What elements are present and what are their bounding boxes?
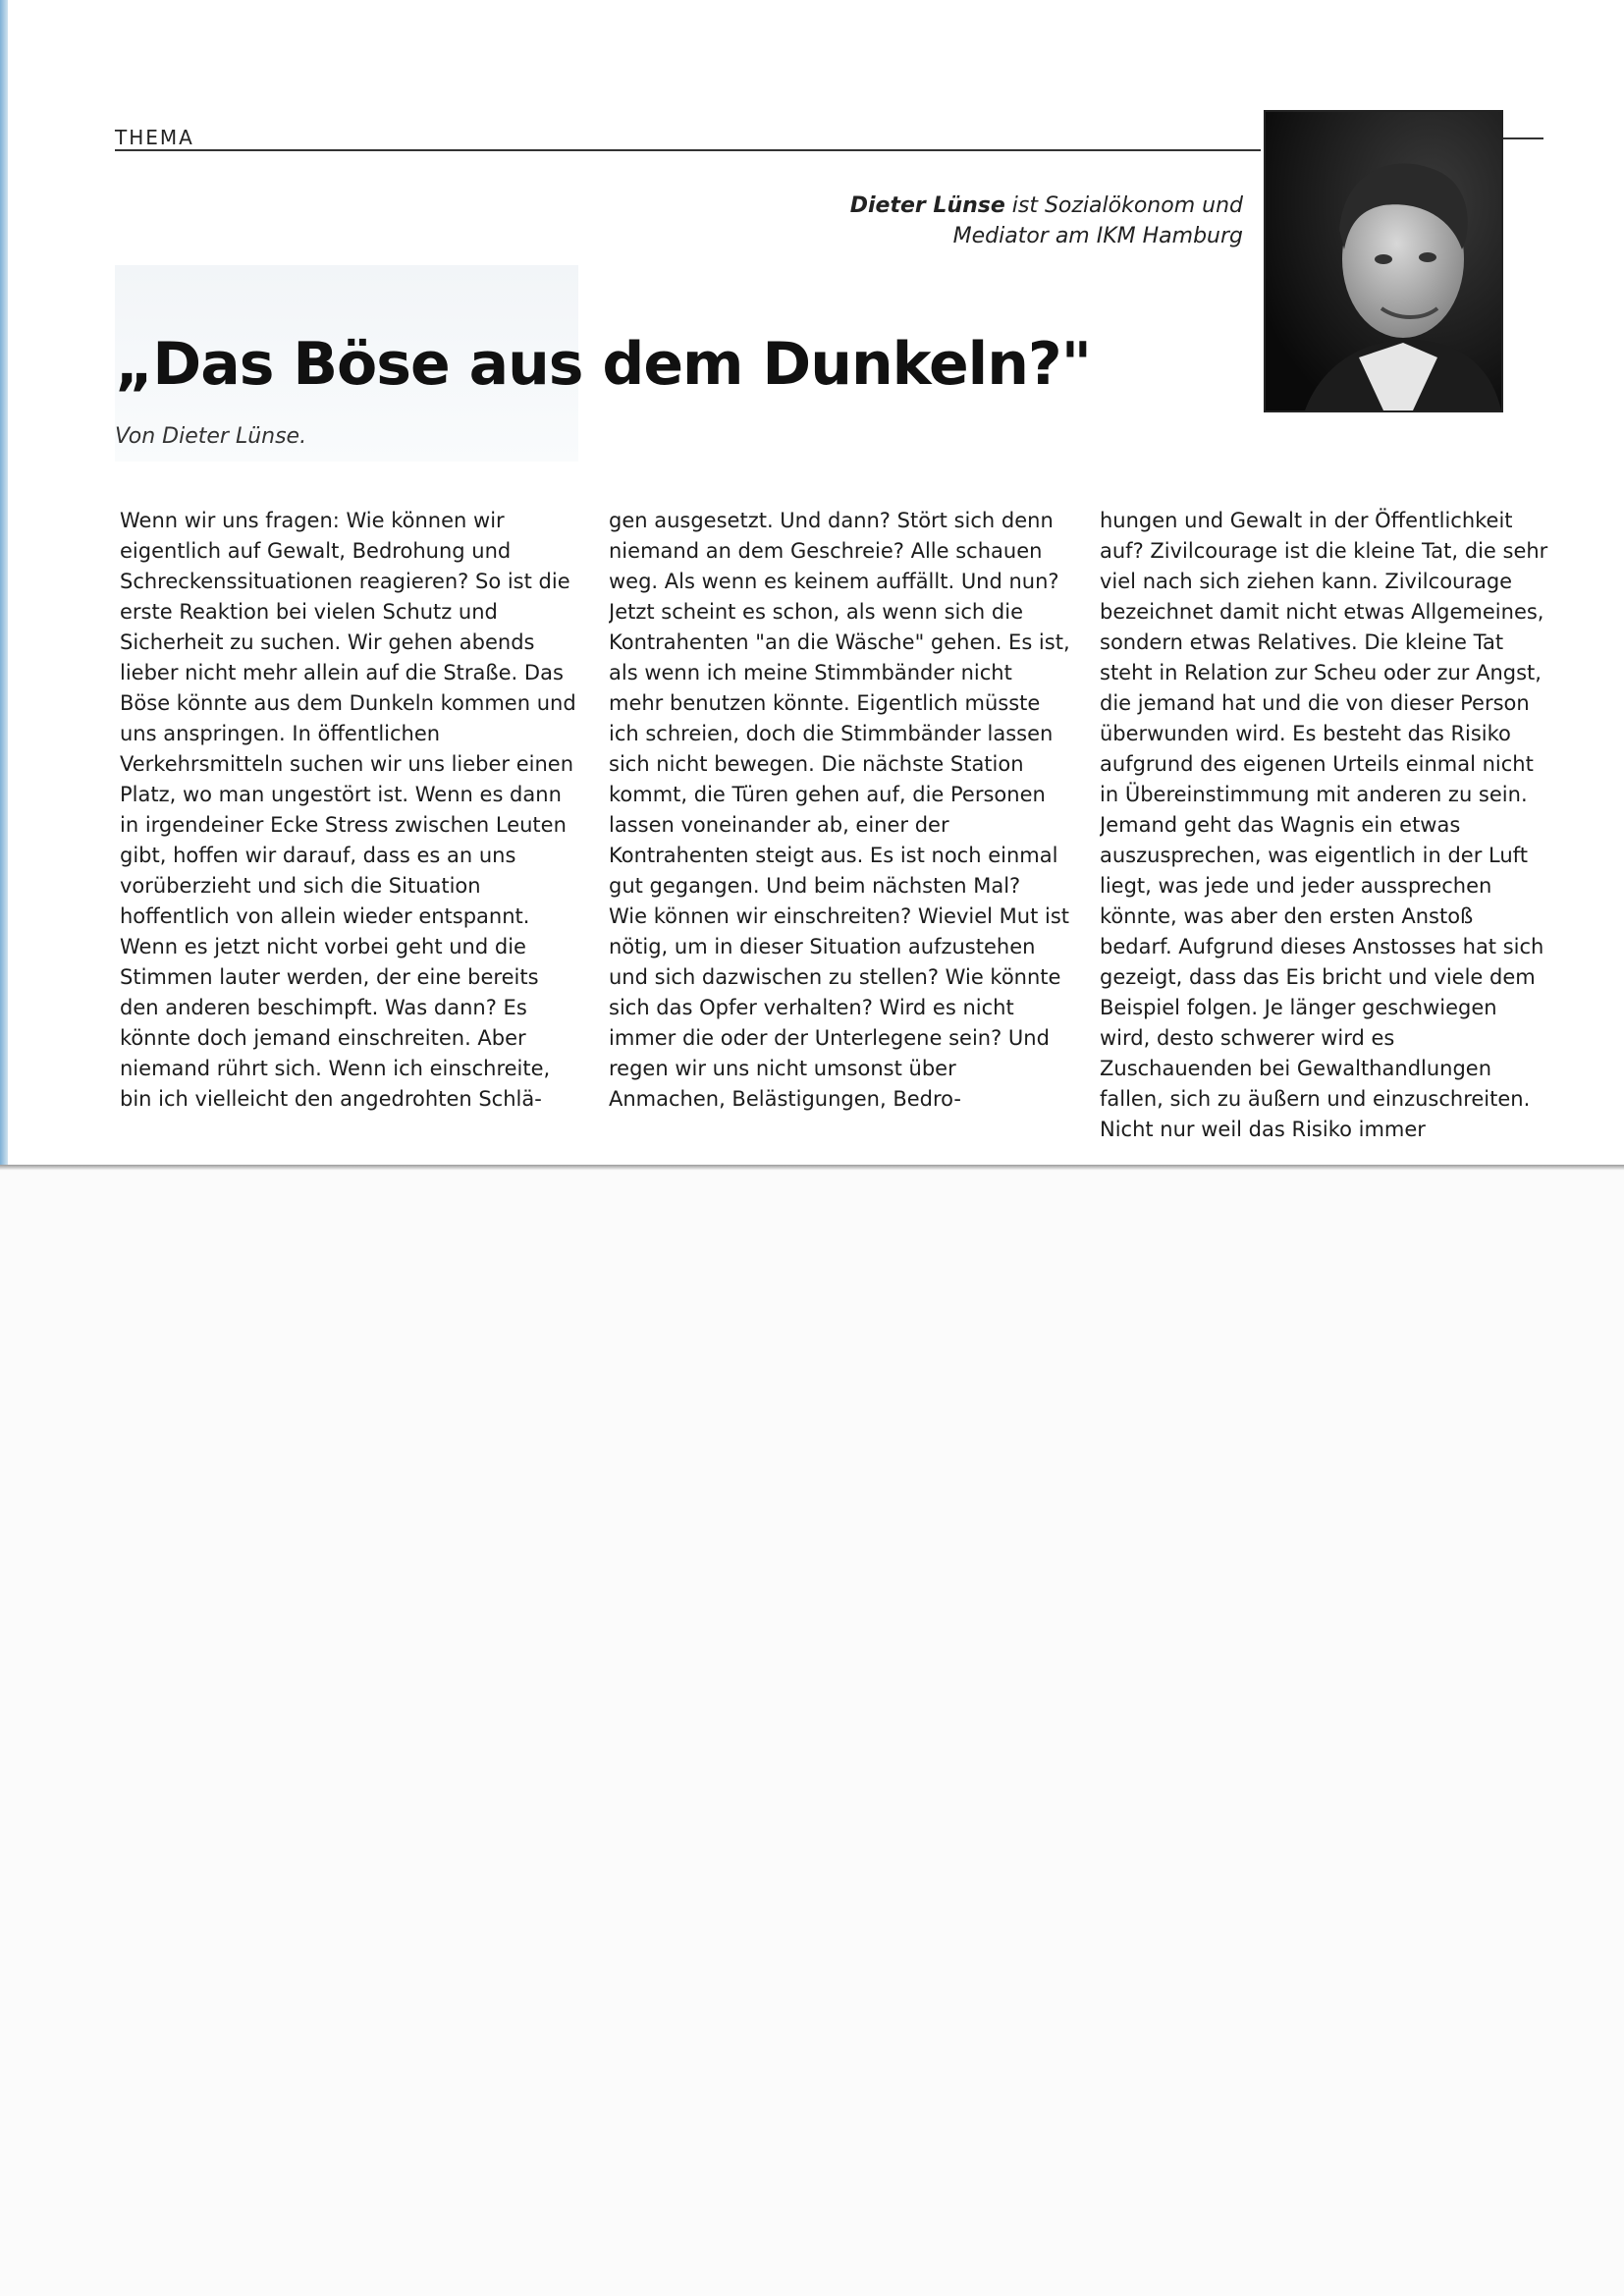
article-headline: „Das Böse aus dem Dunkeln?" (115, 330, 1091, 399)
article-column-3 (1100, 506, 1551, 1144)
page-edge (0, 0, 8, 1169)
paragraph: hungen und Gewalt in der Öffentlichkeit auf? Zivilcourage ist die kleine Tat, die sehr viel nach sich ziehen kann. Zivilcourage bezeichnet damit nicht etwas Allgemeines, sondern etwas Relatives. Die kleine Tat steht in Relation zur Scheu oder zur Angst, die jemand hat und die von dieser Person überwunden wird. Es besteht das Risiko aufgrund des eigenen Urteils einmal nicht in Übereinstimmung mit anderen zu sein. Jemand geht das Wagnis ein etwas auszusprechen, was eigentlich in der Luft liegt, was jede und jeder aussprechen könnte, was aber den ersten Anstoß bedarf. Aufgrund dieses Anstosses hat sich gezeigt, dass das Eis bricht und viele dem Beispiel folgen. Je länger geschwiegen wird, desto schwerer wird es Zuschauenden bei Gewalthandlungen fallen, sich zu äußern und einzuschreiten. Nicht nur weil das Risiko immer (1100, 509, 1548, 1141)
header-rule-right (1502, 137, 1543, 139)
author-photo (1264, 110, 1503, 412)
paragraph: Wenn es jetzt nicht vorbei geht und die Stimmen lauter werden, der eine bereits den anderen beschimpft. Was dann? Es könnte doch jemand einschreiten. Aber niemand rührt sich. Wenn ich einschreite, bin ich vielleicht den angedrohten Schlä- (120, 935, 551, 1111)
paragraph: Wie können wir einschreiten? Wieviel Mut ist nötig, um in dieser Situation aufzustehen und sich dazwischen zu stellen? Wie könnte sich das Opfer verhalten? Wird es nicht immer die oder der Unterlegene sein? Und regen wir uns nicht umsonst über Anmachen, Belästigungen, Bedro- (609, 904, 1070, 1111)
portrait-photo (1266, 112, 1501, 410)
author-caption (831, 191, 1243, 251)
author-caption-line2: Mediator am IKM Hamburg (952, 224, 1243, 248)
blank-backing-sheet (0, 1171, 1624, 2296)
paragraph: Wenn wir uns fragen: Wie können wir eigentlich auf Gewalt, Bedrohung und Schreckenssituationen reagieren? So ist die erste Reaktion bei vielen Schutz und Sicherheit zu suchen. Wir gehen abends lieber nicht mehr allein auf die Straße. Das Böse könnte aus dem Dunkeln kommen und uns anspringen. In öffentlichen Verkehrsmitteln suchen wir uns lieber einen Platz, wo man ungestört ist. Wenn es dann in irgendeiner Ecke Stress zwischen Leuten gibt, hoffen wir darauf, dass es an uns vorüberzieht und sich die Situation hoffentlich von allein wieder entspannt. (120, 509, 576, 928)
article-column-2 (609, 506, 1070, 1144)
article-byline: Von Dieter Lünse. (115, 424, 307, 449)
paragraph: gen ausgesetzt. Und dann? Stört sich denn niemand an dem Geschreie? Alle schauen weg. Als wenn es keinem auffällt. Und nun? Jetzt scheint es schon, als wenn sich die Kontrahenten "an die Wäsche" gehen. Es ist, als wenn ich meine Stimmbänder nicht mehr benutzen könnte. Eigentlich müsste ich schreien, doch die Stimmbänder lassen sich nicht bewegen. Die nächste Station kommt, die Türen gehen auf, die Personen lassen voneinander ab, einer der Kontrahenten steigt aus. Es ist noch einmal gut gegangen. Und beim nächsten Mal? (609, 509, 1070, 898)
article-column-1 (120, 506, 581, 1144)
section-label: THEMA (115, 126, 194, 149)
author-name: Dieter Lünse (849, 193, 1005, 218)
header-rule (115, 149, 1261, 151)
author-caption-line1: ist Sozialökonom und (1004, 193, 1243, 218)
